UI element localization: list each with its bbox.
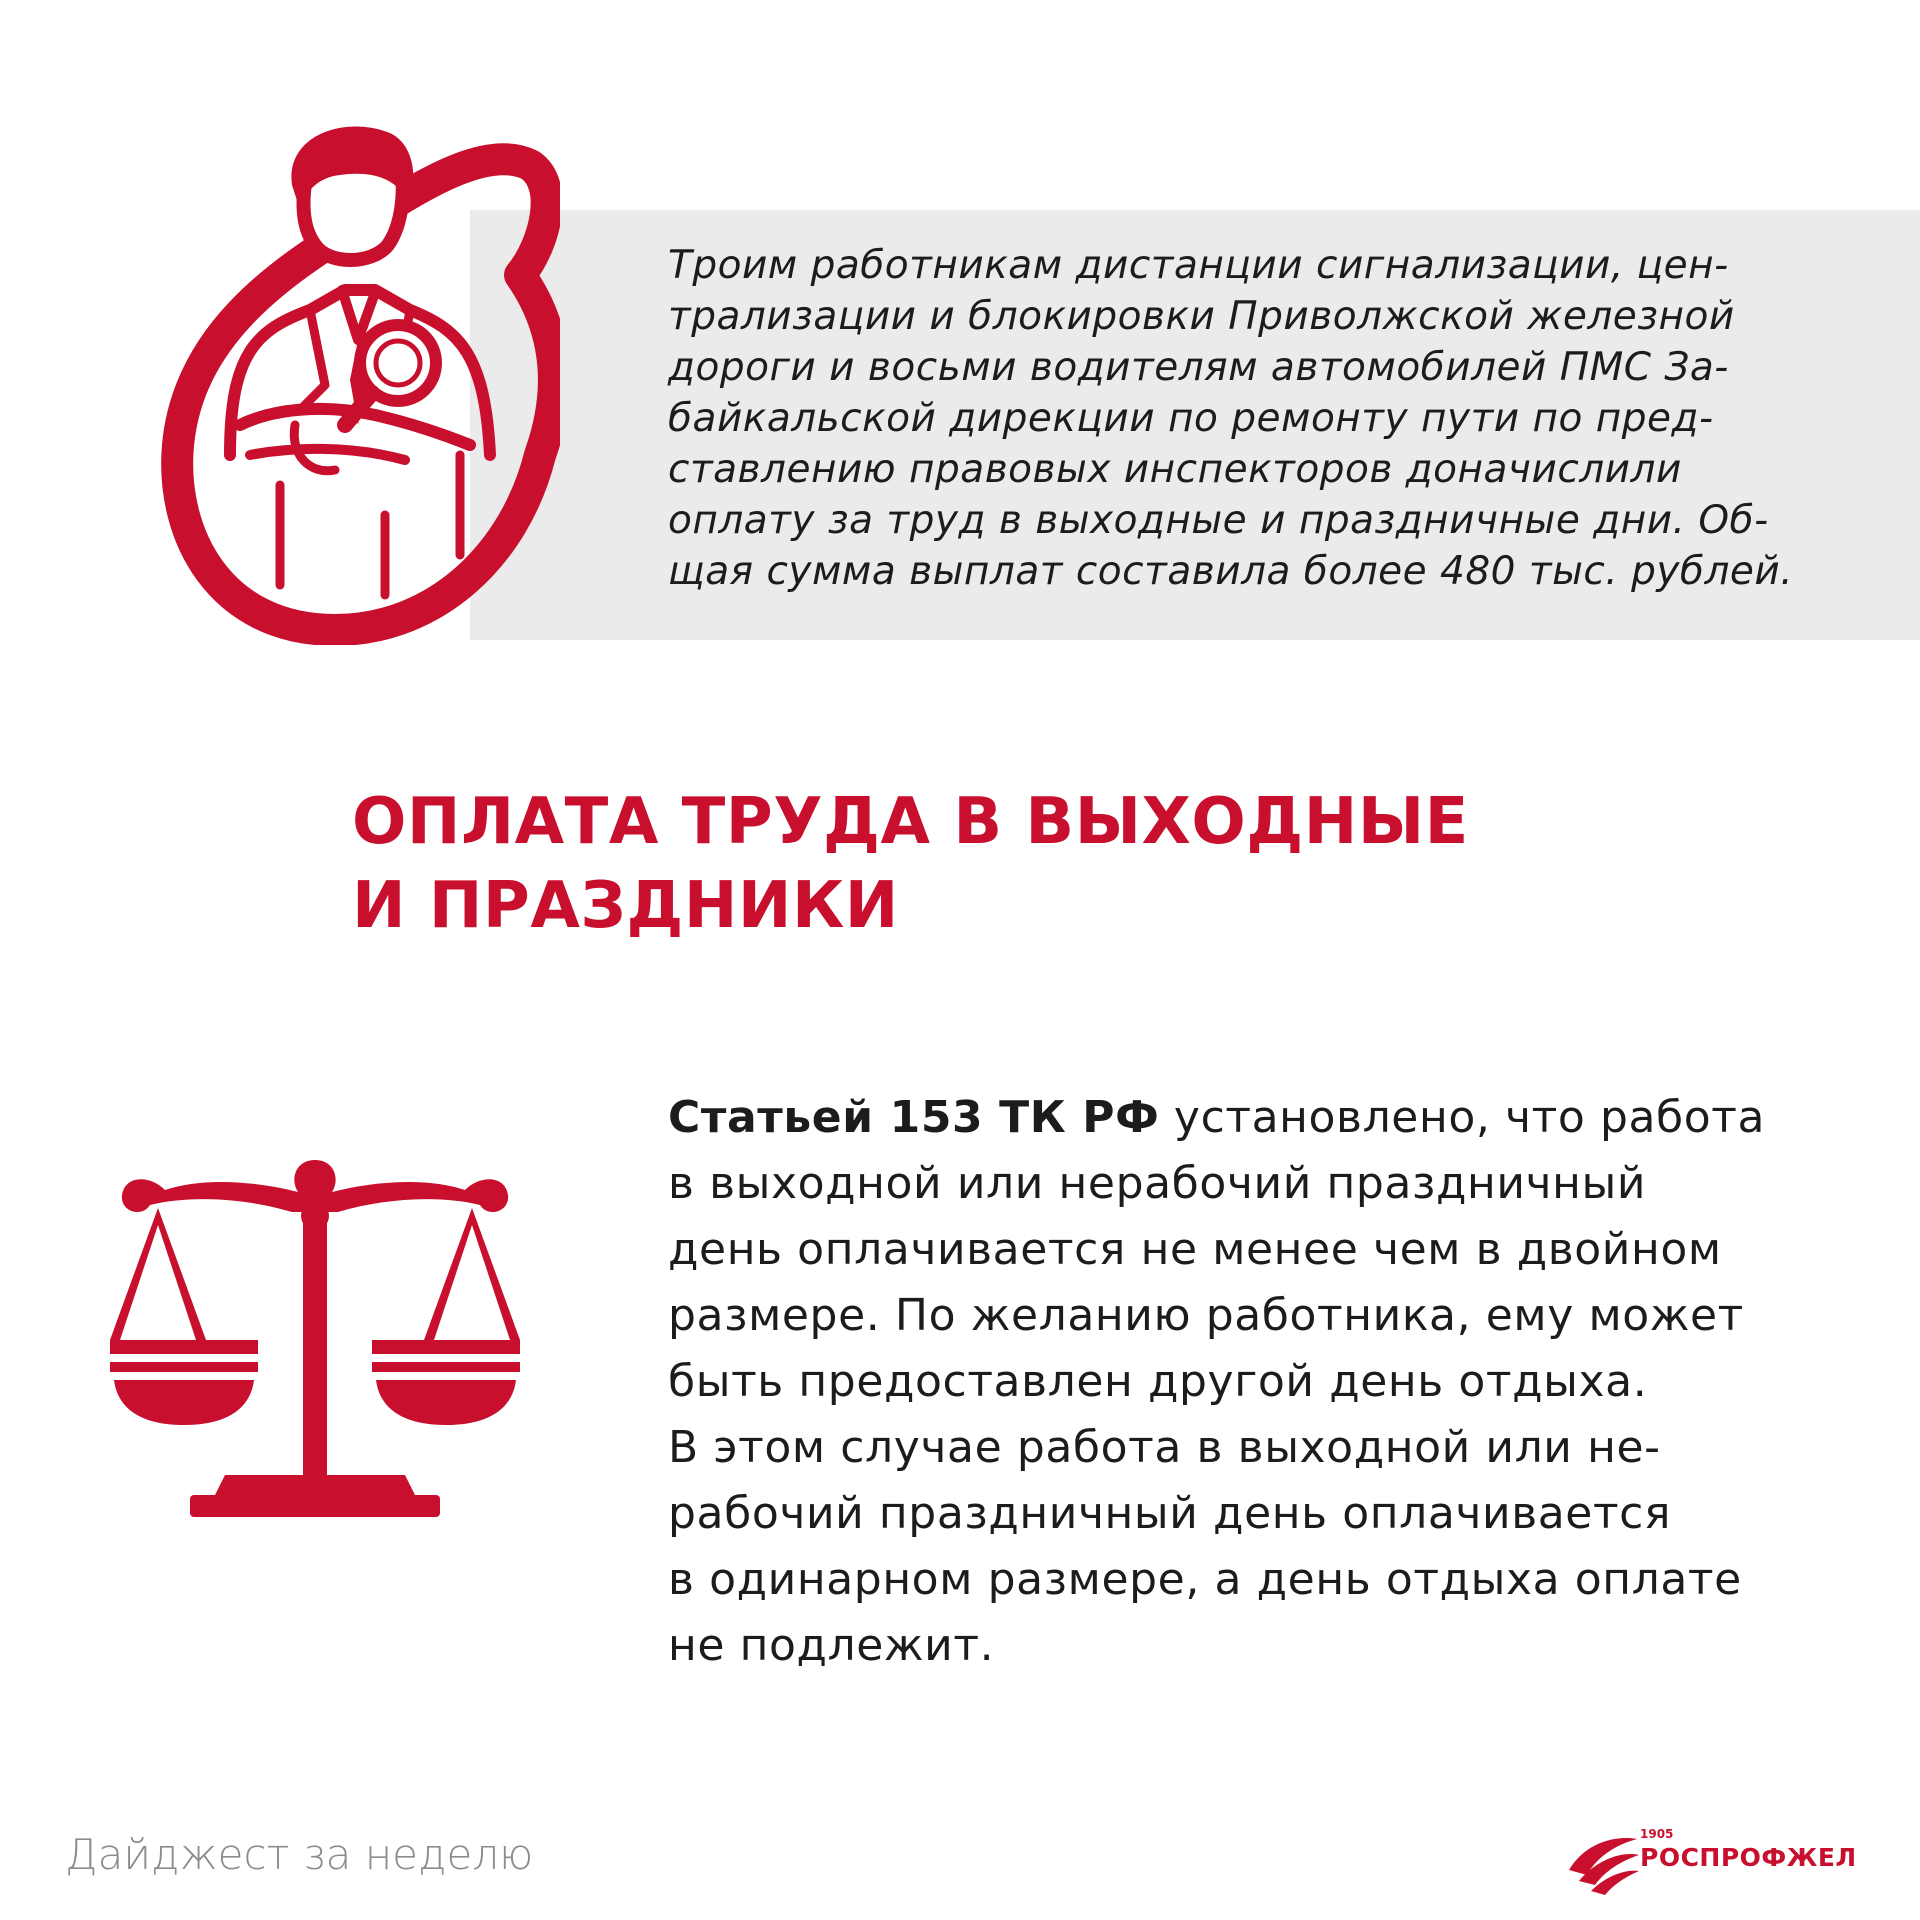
quote-paragraph — [668, 240, 1854, 597]
quote-line: байкальской дирекции по ремонту пути по пред- — [668, 396, 1714, 441]
section-title-line: ОПЛАТА ТРУДА В ВЫХОДНЫЕ — [352, 785, 1469, 859]
quote-line: трализации и блокировки Приволжской железной — [668, 294, 1735, 339]
quote-line: дороги и восьми водителям автомобилей ПМС За- — [668, 345, 1729, 390]
brand-year: 1905 — [1640, 1827, 1674, 1841]
quote-line: ставлению правовых инспекторов доначислили — [668, 447, 1682, 492]
article-line: день оплачивается не менее чем в двойном — [668, 1224, 1722, 1275]
article-line: быть предоставлен другой день отдыха. — [668, 1356, 1648, 1407]
article-reference: Статьей 153 ТК РФ — [668, 1092, 1160, 1143]
article-line: В этом случае работа в выходной или не- — [668, 1422, 1661, 1473]
scales-of-justice-icon — [110, 1150, 520, 1540]
quote-line: щая сумма выплат составила более 480 тыс. рублей. — [668, 549, 1794, 594]
section-title — [352, 780, 1552, 948]
article-line: в одинарном размере, а день отдыха оплате — [668, 1554, 1742, 1605]
brand-name: РОСПРОФЖЕЛ — [1640, 1843, 1857, 1872]
article-line: рабочий праздничный день оплачивается — [668, 1488, 1672, 1539]
quote-line: оплату за труд в выходные и праздничные дни. Об- — [668, 498, 1769, 543]
inspector-magnifier-icon — [160, 125, 560, 645]
article-line: не подлежит. — [668, 1620, 995, 1671]
article-line-first — [668, 1085, 1854, 1151]
footer-caption: Дайджест за неделю — [65, 1830, 534, 1879]
article-line: размере. По желанию работника, ему может — [668, 1290, 1744, 1341]
quote-line: Троим работникам дистанции сигнализации, цен- — [668, 243, 1729, 288]
article-paragraph — [668, 1085, 1854, 1679]
article-line: в выходной или нерабочий праздничный — [668, 1158, 1647, 1209]
section-title-line: И ПРАЗДНИКИ — [352, 869, 899, 943]
article-line: установлено, что работа — [1159, 1092, 1766, 1143]
